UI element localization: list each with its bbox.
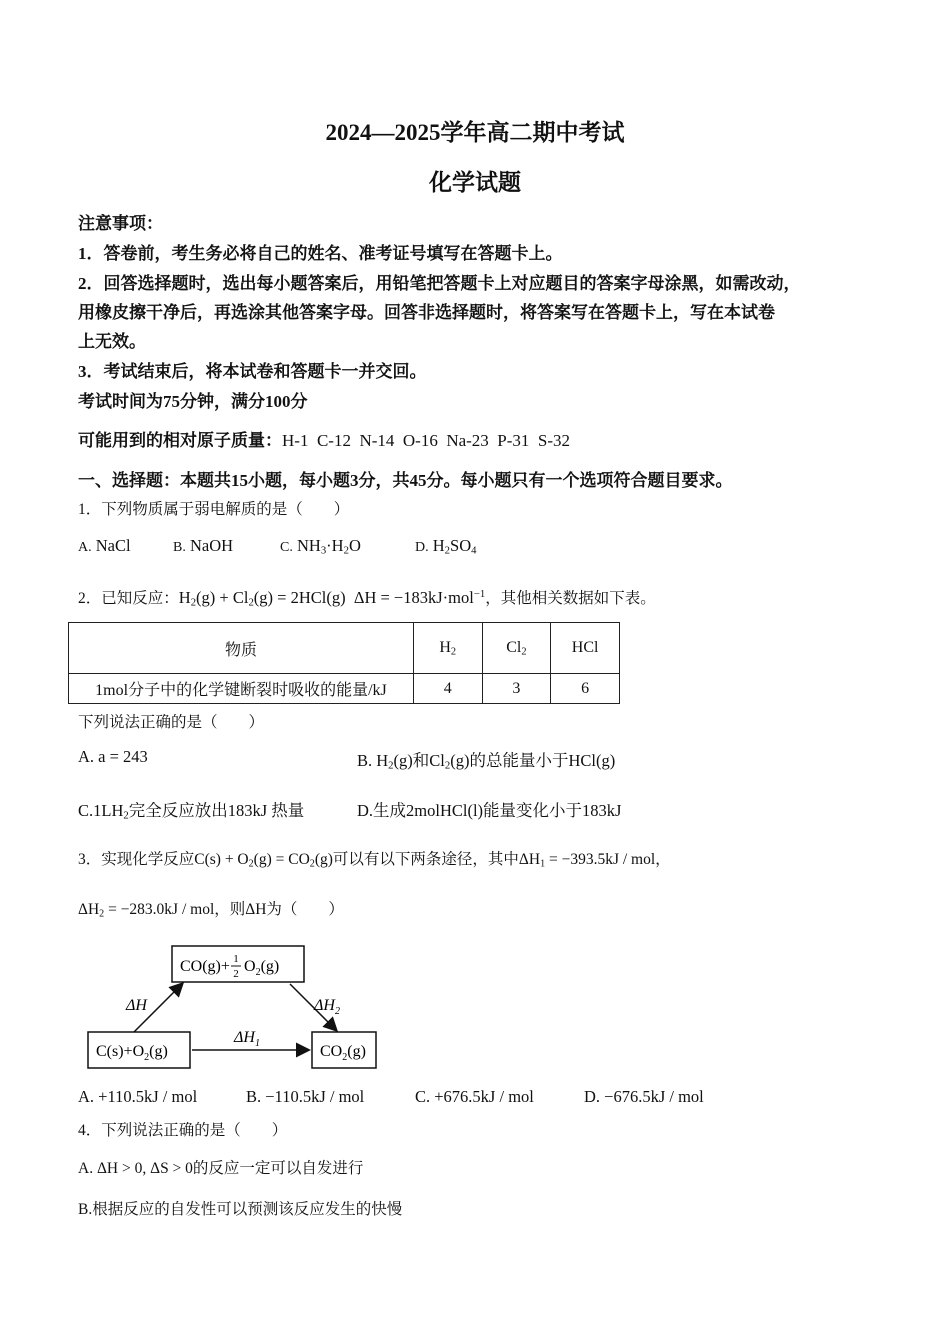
notice-item-1: 1．答卷前，考生务必将自己的姓名、准考证号填写在答题卡上。	[78, 244, 563, 263]
table-cell-h2: 4	[413, 674, 482, 704]
q3-option-b: B. −110.5kJ / mol	[246, 1087, 365, 1106]
notice-item-2-line-2: 用橡皮擦干净后，再选涂其他答案字母。回答非选择题时，将答案写在答题卡上，写在本试卷	[78, 303, 775, 322]
table-header-cl2: $Cl_2$	[482, 623, 551, 674]
atomic-masses	[78, 426, 570, 451]
q2-data-table	[68, 622, 620, 704]
q2-option-c: $C.1LH_2$完全反应放出183kJ 热量	[78, 801, 305, 822]
q4-stem: 4．下列说法正确的是（ ）	[78, 1122, 288, 1139]
q2-option-d: D.生成2molHCl(l)能量变化小于183kJ	[357, 801, 622, 820]
reactant-text: $C(s)+O_2(g)$	[96, 1043, 168, 1063]
page-title: 2024—2025学年高二期中考试	[325, 120, 625, 145]
q3-stem-line-2: $\Delta H_2 = -283.0kJ$ / mol，则ΔH为（ ）	[78, 901, 344, 920]
q4-option-b: B.根据反应的自发性可以预测该反应发生的快慢	[78, 1201, 403, 1218]
table-row-label: 1mol分子中的化学键断裂时吸收的能量/kJ	[69, 674, 414, 704]
page-subtitle: 化学试题	[429, 170, 521, 195]
product-text: $CO_2(g)$	[320, 1043, 366, 1063]
table-header-substance: 物质	[69, 623, 414, 674]
notice-item-2-line-3: 上无效。	[78, 332, 146, 351]
intermediate-tail: $O_2(g)$	[244, 958, 280, 978]
q4-option-a: A. ΔH > 0, ΔS > 0的反应一定可以自发进行	[78, 1160, 364, 1177]
q3-option-a: A. +110.5kJ / mol	[78, 1087, 198, 1106]
table-cell-hcl: 6	[551, 674, 620, 704]
table-header-h2: $H_2$	[413, 623, 482, 674]
q3-option-d: D. −676.5kJ / mol	[584, 1087, 704, 1106]
intermediate-text: CO(g)+	[180, 958, 230, 975]
exam-time: 考试时间为75分钟，满分100分	[78, 392, 308, 411]
frac-num: 1	[233, 953, 239, 965]
frac-den: 2	[233, 968, 239, 980]
q1-stem: 1．下列物质属于弱电解质的是（ ）	[78, 501, 350, 518]
q2-stem: 2．已知反应：$H_2(g) + Cl_2(g) = 2HCl(g) \Delta H = -183kJ\cdot mol^{-1}$，其他相关数据如下表。	[78, 588, 656, 609]
q3-stem-line-1: 3．实现化学反应$C(s) + O_2(g) = CO_2(g)$可以有以下两条途径，其中$\Delta H_1 = -393.5kJ$ / mol，	[78, 851, 671, 870]
atomic-masses-values: H-1 C-12 N-14 O-16 Na-23 P-31 S-32	[282, 431, 571, 450]
q1-option-d: D. $H_2SO_4$	[415, 536, 477, 557]
table-header-hcl: HCl	[551, 623, 620, 674]
notice-item-2-line-1: 2．回答选择题时，选出每小题答案后，用铅笔把答题卡上对应题目的答案字母涂黑，如需改动，	[78, 274, 801, 293]
label-dh1: $\Delta H_1$	[234, 1029, 260, 1049]
reaction-pathway-diagram	[86, 940, 386, 1074]
notice-item-3: 3．考试结束后，将本试卷和答题卡一并交回。	[78, 362, 427, 381]
q2-option-b: B. $H_2(g)$和$Cl_2(g)$的总能量小于HCl(g)	[357, 751, 616, 772]
q1-option-a: A. NaCl	[78, 536, 131, 555]
q2-option-a: A. a = 243	[78, 747, 148, 766]
q1-option-c: C. $NH_3\cdot H_2O$	[280, 536, 361, 557]
section-heading: 一、选择题：本题共15小题，每小题3分，共45分。每小题只有一个选项符合题目要求。	[78, 471, 733, 490]
q3-option-c: C. +676.5kJ / mol	[415, 1087, 534, 1106]
notice-heading: 注意事项：	[78, 214, 163, 233]
label-dh: ΔH	[126, 997, 147, 1014]
table-cell-cl2: 3	[482, 674, 551, 704]
q2-prompt: 下列说法正确的是（ ）	[78, 714, 265, 731]
label-dh2: $\Delta H_2$	[314, 997, 340, 1017]
atomic-masses-label: 可能用到的相对原子质量：	[78, 431, 282, 450]
q1-option-b: B. NaOH	[173, 536, 234, 555]
